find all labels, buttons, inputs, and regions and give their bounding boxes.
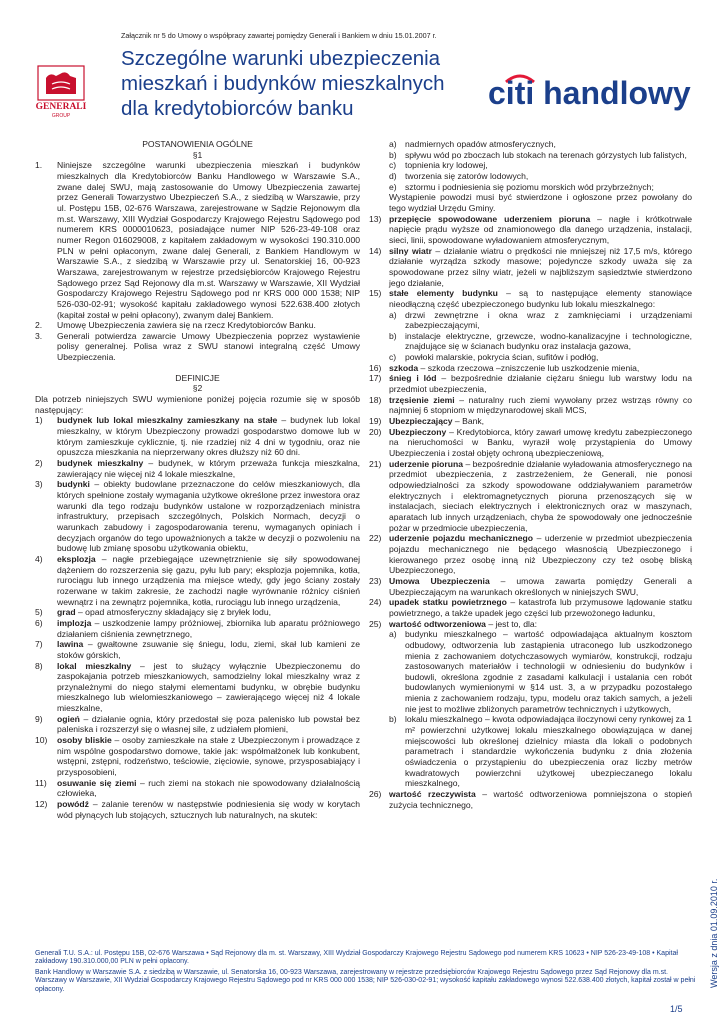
definition-item: 21) uderzenie pioruna – bezpośrednie działanie wyładowania atmosferycznego na przedmiot ubezpieczenia, z zastrzeżeniem, że Generali, nie ponosi odpowiedzialności za szkody spowodowane oddziaływaniem parametrów elektrycznych i elektromagnetycznych pioruna przenoszących się w instalacjach, sieciach elektrycznych i elektronicznych oraz w maszynach, aparatach lub innych urządzeniach, chyba że spowodowały one jednocześnie pożar w przedmiocie ubezpieczenia, [369, 458, 692, 533]
flood-note: Wystąpienie powodzi musi być stwierdzone i ogłoszone przez powołany do tego wydział Urzędu Gminy. [389, 192, 692, 213]
sub-item: e) sztormu i podniesienia się poziomu morskich wód przybrzeżnych; [389, 181, 654, 192]
sub-item: c) powłoki malarskie, pokrycia ścian, sufitów i podłóg, [389, 352, 599, 363]
list-item: 3. Generali potwierdza zawarcie Umowy Ubezpieczenia poprzez wystawienie polisy generalnej. Polisa wraz z SWU stanowi integralną część Umowy Ubezpieczenia. [35, 330, 360, 363]
sub-item: c) topnienia kry lodowej, [389, 160, 488, 171]
page-number: 1/5 [670, 1004, 683, 1014]
definition-item: 19) Ubezpieczający – Bank, [369, 416, 485, 427]
definition-item: 6) implozja – uszkodzenie lampy próżniowej, zbiornika lub aparatu próżniowego działaniem ciśnienia zewnętrznego, [35, 617, 360, 639]
generali-logo-subtext: GROUP [51, 113, 71, 119]
title-line-2: mieszkań i budynków mieszkalnych [121, 72, 445, 95]
list-item: 2. Umowę Ubezpieczenia zawiera się na rzecz Kredytobiorców Banku. [35, 320, 316, 331]
definition-item: 7) lawina – gwałtowne zsuwanie się śniegu, lodu, ziemi, skał lub kamieni ze stoków górskich, [35, 639, 360, 660]
definition-item: 22) uderzenie pojazdu mechanicznego – uderzenie w przedmiot ubezpieczenia pojazdu mechanicznego nie będącego własnością Ubezpieczonego i kierowanego przez osobę inną niż Ubezpieczony czy też osobę bliską Ubezpieczonego, [369, 533, 692, 576]
footer [35, 950, 700, 996]
definition-item: 11) osuwanie się ziemi – ruch ziemi na stokach nie spowodowany działalnością człowieka, [35, 777, 361, 799]
footer-bank-info: Bank Handlowy w Warszawie S.A. z siedzibą w Warszawie, ul. Senatorska 16, 00-923 Warszawa, zarejestrowany w rejestrze przedsiębiorców Krajowego Rejestru Sądowego przez Sąd Rejonowy dla m.st. Warszawy w Warszawie, XII Wydział Gospodarczy Krajowego Rejestru Sądowego pod nr KRS 000 000 1538; NIP 526-030-02-91; wysokość kapitału zakładowego wynosi 522.638.400 złotych, kapitał został w pełni opłacony. [35, 968, 696, 993]
definition-item: 16) szkoda – szkoda rzeczowa –zniszczenie lub uszkodzenie mienia, [369, 362, 640, 373]
list-item: 1. Niniejsze szczególne warunki ubezpieczenia mieszkań i budynków mieszkalnych dla Kredytobiorców Banku Handlowego w Warszawie S.A., zwane dalej SWU, mają zastosowanie do Umowy Ubezpieczenia zawartej przez Generali Towarzystwo Ubezpieczeń S.A., z siedzibą w Warszawie, przy ul. Postępu 15B, 02-676 Warszawa, zarejestrowane w Sądzie Rejonowym dla m.st. Warszawy, XIII Wydział Gospodarczy Krajowego Rejestru Sądowego pod numerem KRS 0000010623, posiadające numer NIP 526-23-49-108 oraz numer Regon 016029008, z kapitałem zakładowym w wysokości 190.310.000 PLN w pełni opłaconym, zwane dalej Generali, z Bankiem Handlowym w Warszawie S.A., z siedzibą w Warszawie przy ul. Senatorskiej 16, 00-923 Warszawa, zarejestrowanym w rejestrze przedsiębiorców Krajowego Rejestru Sądowego przez Sąd Rejonowy dla m.st. Warszawy w Warszawie, XII Wydział Gospodarczy Krajowego Rejestru Sądowego pod nr KRS 000 000 1538; NIP 526-030-02-91; wysokość kapitału zakładowego wynosi 522.638.400 złotych (kapitał został w pełni opłacony), zwanym dalej Bankiem. [35, 160, 360, 320]
definition-item: 4) eksplozja – nagłe przebiegające uzewnętrznienie się siły spowodowanej dążeniem do rozszerzenia się gazu, pyłu lub pary; eksplozja pojemnika, kotła, rurociągu lub innego urządzenia ma miejsce wtedy, gdy jego ściany zostały rozerwane w takim zakresie, że zachodzi nagłe wyrównanie różnicy ciśnień wewnątrz i na zewnątrz pojemnika, kotła, rurociągu lub innego urządzenia, [35, 553, 360, 607]
definition-item: 2) budynek mieszkalny – budynek, w którym przeważa funkcja mieszkalna, zawierający nie więcej niż 4 lokale mieszkalne, [35, 458, 360, 479]
sub-item: a) budynku mieszkalnego – wartość odpowiadająca aktualnym kosztom odbudowy, odtworzenia lub zastąpienia utraconego lub uszkodzonego mienia z zachowaniem dotychczasowych wymiarów, konstrukcji, rodzaju zastosowanych materiałów i technologii w odniesieniu do budynków i budowli, określona zgodnie z zasadami kalkulacji i ustalania cen robót budowlanych wymienionymi w §14 ust. 3, a w przypadku pozostałego mienia z zachowaniem rodzaju, typu, modelu oraz takich samych, a jeżeli nie jest to możliwe zbliżonych parametrów technicznych i użytkowych, [389, 629, 692, 714]
section-2-intro: Dla potrzeb niniejszych SWU wymienione poniżej pojęcia rozumie się w sposób następujący: [35, 394, 360, 415]
annex-note: Załącznik nr 5 do Umowy o współpracy zawartej pomiędzy Generali i Bankiem w dniu 15.01.2007 r. [121, 31, 437, 40]
document-title [121, 46, 445, 121]
citi-handlowy-logo [486, 68, 691, 112]
definition-item: 26) wartość rzeczywista – wartość odtworzeniowa pomniejszona o stopień zużycia technicznego, [369, 789, 692, 810]
definition-item: 5) grad – opad atmosferyczny składający się z bryłek lodu, [35, 607, 271, 618]
definition-item: 8) lokal mieszkalny – jest to służący wyłącznie Ubezpieczonemu do zaspokajania potrzeb mieszkaniowych, samodzielny lokal mieszkalny wraz z przynależnymi do niego stałymi elementami budynku, w obrębie budynku mieszkalnego lub wielomieszkaniowego – zawierającego więcej niż 4 lokale mieszkalne, [35, 660, 360, 714]
sub-item: a) nadmiernych opadów atmosferycznych, [389, 139, 556, 149]
sub-item: b) lokalu mieszkalnego – kwota odpowiadająca iloczynowi ceny rynkowej za 1 m² powierzchni użytkowej lokalu mieszkalnego obowiązująca w danej miejscowości lub określonej dzielnicy miasta dla lokali o podobnych parametrach i standardzie wykończenia budynku z dnia złożenia oświadczenia o przystąpieniu do ubezpieczenia oraz liczby metrów kwadratowych powierzchni użytkowej ubezpieczanego lokalu mieszkalnego, [389, 714, 692, 789]
left-column [35, 139, 360, 820]
right-column [369, 139, 692, 810]
definition-item: 15) stałe elementy budynku – są to następujące elementy stanowiące nieodłączną część ubezpieczonego budynku lub lokalu mieszkalnego: [369, 288, 692, 309]
definition-item: 10) osoby bliskie – osoby zamieszkałe na stałe z Ubezpieczonym i prowadzące z nim wspólne gospodarstwo domowe, takie jak: współmałżonek lub konkubent, wstępni, zstępni, rodzeństwo, teściowie, zięciowie, synowe, przysposabiający i przysposobieni, [35, 735, 360, 778]
definition-item: 13) przepięcie spowodowane uderzeniem pioruna – nagłe i krótkotrwałe napięcie prądu wyższe od znamionowego dla danego urządzenia, instalacji, sieci, linii, spowodowane wyładowaniem atmosferycznym, [369, 213, 692, 245]
generali-logo [36, 64, 86, 120]
definition-item: 18) trzęsienie ziemi – naturalny ruch ziemi wywołany przez wstrząs równy co najmniej 6 stopniom w międzynarodowej skali MCS, [369, 394, 692, 416]
title-line-3: dla kredytobiorców banku [121, 97, 354, 120]
version-note [699, 878, 719, 990]
definition-item: 14) silny wiatr – działanie wiatru o prędkości nie mniejszej niż 17,5 m/s, którego działanie wyrządza szkody masowe; pojedyncze szkody uważa się za spowodowane przez silny wiatr, jeżeli w najbliższym sąsiedztwie stwierdzono jego działanie, [369, 245, 692, 288]
section-1-title: POSTANOWIENIA OGÓLNE [142, 139, 253, 149]
section-2-paragraph: §2 [192, 383, 203, 394]
definition-item: 23) Umowa Ubezpieczenia – umowa zawarta pomiędzy Generali a Ubezpieczającym na warunkach określonych w niniejszych SWU, [369, 575, 692, 597]
section-1-paragraph: §1 [192, 149, 203, 160]
definition-item: 25) wartość odtworzeniowa – jest to, dla: [369, 618, 538, 629]
definition-item: 12) powódź – zalanie terenów w następstwie podniesienia się wody w korytach wód płynących lub stojących, sztucznych lub naturalnych, na skutek: [35, 799, 360, 820]
sub-item: d) tworzenia się zatorów lodowych, [389, 170, 529, 181]
sub-item: a) drzwi zewnętrzne i okna wraz z zamknięciami i urządzeniami zabezpieczającymi, [389, 309, 692, 331]
definition-item: 20) Ubezpieczony – Kredytobiorca, który zawarł umowę kredytu zabezpieczonego na nieruchomości w Banku, wyraził wolę przystąpienia do Umowy Ubezpieczenia i został objęty ochroną ubezpieczeniową, [369, 426, 692, 459]
sub-item: b) spływu wód po zboczach lub stokach na terenach górzystych lub falistych, [389, 149, 687, 160]
generali-logo-text: GENERALI [36, 102, 86, 112]
citi-logo-text: citi handlowy [488, 75, 691, 111]
sub-item: b) instalacje elektryczne, grzewcze, wodno-kanalizacyjne i technologiczne, znajdujące się w ścianach budynku oraz instalacja gazowa, [389, 330, 692, 352]
definition-item: 3) budynki – obiekty budowlane przeznaczone do celów mieszkaniowych, dla których spełnione zostały wymagania użytkowe określone przez inwestora oraz warunki dla tego rodzaju budynków ustalone w rozporządzeniach ministra infrastruktury, przepisach szczególnych, Polskich Normach, decyzji o warunkach zabudowy i zagospodarowania terenu, wymaganych opiniach i decyzjach organów do tego upoważnionych a także w decyzji o pozwoleniu na budowę lub zmianę sposobu użytkowania obiektu, [35, 479, 360, 554]
definition-item: 9) ogień – działanie ognia, który przedostał się poza palenisko lub powstał bez paleniska i rozszerzył się o własnej sile, z udziałem płomieni, [35, 713, 360, 735]
version-text: Wersja z dnia 01.09.2010 r. [709, 878, 719, 988]
section-2-title: DEFINICJE [175, 372, 220, 383]
definition-item: 17) śnieg i lód – bezpośrednie działanie ciężaru śniegu lub warstwy lodu na przedmiot ubezpieczenia, [369, 373, 692, 395]
definition-item: 24) upadek statku powietrznego – katastrofa lub przymusowe lądowanie statku powietrznego, a także upadek jego części lub przewożonego ładunku, [369, 597, 692, 618]
definition-item: 1) budynek lub lokal mieszkalny zamieszkany na stałe – budynek lub lokal mieszkalny, w którym Ubezpieczony prowadzi gospodarstwo domowe lub w którym zamieszkuje cyklicznie, tj. nie rzadziej niż 4 dni w tygodniu, oraz nie opuszcza mieszkania na nieprzerwany okres dłuższy niż 60 dni. [35, 415, 360, 458]
footer-generali-info: Generali T.U. S.A.: ul. Postępu 15B, 02-676 Warszawa • Sąd Rejonowy dla m. st. Warszawy, XIII Wydział Gospodarczy Krajowego Rejestru Sądowego pod numerem KRS 10623 • NIP 526-23-49-108 • Kapitał zakładowy 190.310.000,00 PLN w pełni opłacony. [35, 950, 678, 966]
title-line-1: Szczególne warunki ubezpieczenia [121, 47, 441, 70]
